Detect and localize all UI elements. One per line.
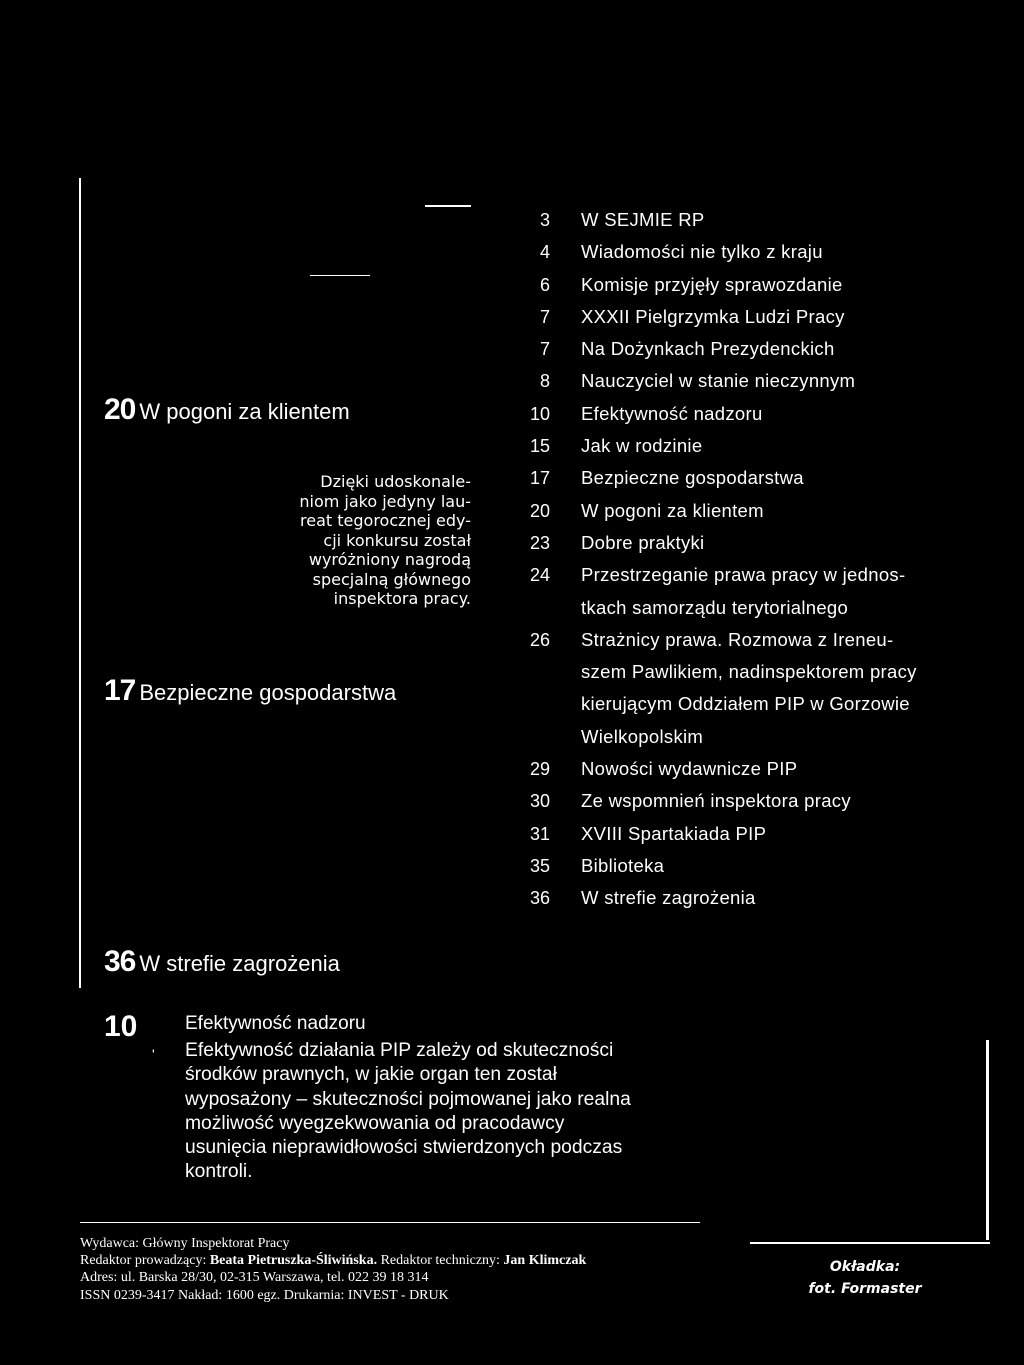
publisher-value: Główny Inspektorat Pracy <box>142 1236 290 1251</box>
toc-page-number: 35 <box>529 855 550 876</box>
imprint-address: Adres: ul. Barska 28/30, 02-315 Warszawa, tel. 022 39 18 314 <box>80 1270 429 1286</box>
caption-line: Dzięki udoskonale- <box>320 472 471 491</box>
toc-entry <box>500 462 990 494</box>
toc-entry <box>500 527 990 559</box>
teaser-line: kontroli. <box>185 1161 253 1183</box>
toc-page-number: 20 <box>529 500 550 521</box>
toc-page-number: 24 <box>529 565 550 586</box>
toc-entry-title: Biblioteka <box>581 854 665 876</box>
toc-entry <box>500 398 990 430</box>
toc-entry-title: Wiadomości nie tylko z kraju <box>581 241 823 263</box>
toc-entry-title: W strefie zagrożenia <box>581 887 756 909</box>
right-vertical-rule <box>986 1040 989 1240</box>
toc-page-number: 23 <box>529 532 550 553</box>
caption-line: cji konkursu został <box>323 530 471 550</box>
toc-entry-title: XXXII Pielgrzymka Ludzi Pracy <box>581 305 845 327</box>
toc-entry-title: W pogoni za klientem <box>581 499 764 521</box>
toc-entry <box>500 204 990 236</box>
toc-entry <box>500 882 990 914</box>
toc-entry <box>500 269 990 301</box>
teaser-line: środków prawnych, w jakie organ ten został <box>185 1064 557 1086</box>
toc-page-number: 7 <box>539 339 550 360</box>
tech-editor-value: Jan Klimczak <box>503 1253 587 1269</box>
feature-heading-36 <box>104 945 340 979</box>
toc-page-number: 3 <box>539 210 550 230</box>
toc-entry-title: Na Dożynkach Prezydenckich <box>581 338 835 360</box>
teaser-line: usunięcia nieprawidłowości stwierdzonych podczas <box>185 1137 623 1159</box>
toc-page-number: 26 <box>529 629 550 650</box>
toc-page-number: 17 <box>529 468 550 489</box>
teaser-title: Efektywność nadzoru <box>185 1013 366 1034</box>
teaser-line: możliwość wyegzekwowania od pracodawcy <box>185 1112 565 1134</box>
toc-entry-title: Dobre praktyki <box>581 531 705 553</box>
feature-heading-20 <box>104 393 350 427</box>
cover-credit <box>790 1256 940 1300</box>
toc-page-number: 29 <box>529 759 550 780</box>
feature-heading-17 <box>104 674 396 708</box>
toc-page-number: 4 <box>539 242 550 263</box>
caption-line: inspektora pracy. <box>333 589 471 608</box>
toc-page-number: 8 <box>539 371 550 392</box>
toc-page-number: 10 <box>529 403 550 424</box>
imprint-issn: ISSN 0239-3417 Nakład: 1600 egz. Drukarnia: INVEST - DRUK <box>80 1287 449 1303</box>
toc-entry <box>500 624 990 753</box>
toc-entry-title: Nowości wydawnicze PIP <box>581 758 798 780</box>
toc-entry-title: Komisje przyjęły sprawozdanie <box>581 273 843 295</box>
toc-page-number: 7 <box>539 306 550 327</box>
short-rule-top <box>425 205 471 207</box>
cover-label: Okładka: <box>829 1259 901 1275</box>
toc-entry <box>500 753 990 785</box>
feature-label: W strefie zagrożenia <box>139 951 340 976</box>
toc-entry <box>500 785 990 817</box>
feature-label: Bezpieczne gospodarstwa <box>139 680 397 705</box>
teaser-mark: ' <box>152 1046 155 1062</box>
toc-entry <box>500 301 990 333</box>
publisher-label: Wydawca: <box>80 1236 140 1251</box>
toc-page-number: 30 <box>529 791 550 812</box>
feature-number: 36 <box>104 945 136 978</box>
toc-entry <box>500 333 990 365</box>
toc-entry-title: Przestrzeganie prawa pracy w jednos- tkach samorządu terytorialnego <box>581 564 906 618</box>
toc-entry <box>500 559 990 624</box>
teaser-body <box>185 1039 715 1185</box>
caption-line: specjalną głównego <box>312 569 471 589</box>
photo-caption <box>271 472 471 609</box>
toc-entry <box>500 365 990 397</box>
toc-entry-title: Ze wspomnień inspektora pracy <box>581 790 851 812</box>
short-rule-mid <box>310 275 370 276</box>
feature-number: 20 <box>104 393 136 426</box>
toc-entry-title: Strażnicy prawa. Rozmowa z Ireneu- szem Pawlikiem, nadinspektorem pracy kierującym Oddziałem PIP w Gorzowie Wielkopolskim <box>581 628 917 747</box>
tech-editor-label: Redaktor techniczny: <box>380 1253 500 1269</box>
caption-line: reat tegorocznej edy- <box>300 511 471 530</box>
toc-entry <box>500 818 990 850</box>
toc-entry-title: W SEJMIE RP <box>581 209 705 230</box>
toc-page-number: 6 <box>539 274 550 295</box>
imprint-editors <box>80 1252 720 1269</box>
left-vertical-rule <box>79 178 81 988</box>
teaser-number: 10 <box>104 1010 138 1043</box>
toc-page-number: 31 <box>529 823 550 844</box>
toc-entry <box>500 236 990 268</box>
toc-page-number: 15 <box>529 436 550 457</box>
cover-photographer: fot. Formaster <box>808 1281 922 1297</box>
teaser-line: Efektywność działania PIP zależy od skuteczności <box>185 1040 614 1061</box>
imprint-publisher <box>80 1235 720 1252</box>
toc-entry-title: Nauczyciel w stanie nieczynnym <box>581 370 856 392</box>
toc-entry-title: Efektywność nadzoru <box>581 402 763 424</box>
toc-entry <box>500 495 990 527</box>
toc-entry-title: Jak w rodzinie <box>581 435 703 457</box>
editor-value: Beata Pietruszka-Śliwińska. <box>209 1253 378 1269</box>
toc-entry-title: Bezpieczne gospodarstwa <box>581 467 804 489</box>
feature-number: 17 <box>104 674 136 707</box>
editor-label: Redaktor prowadzący: <box>80 1253 207 1269</box>
imprint <box>80 1235 720 1304</box>
credit-divider <box>750 1242 990 1244</box>
imprint-divider <box>80 1222 700 1223</box>
toc-entry-title: XVIII Spartakiada PIP <box>581 822 767 844</box>
toc-entry <box>500 850 990 882</box>
toc-page-number: 36 <box>529 888 550 909</box>
caption-line: wyróżniony nagrodą <box>308 550 471 569</box>
toc-entry <box>500 430 990 462</box>
teaser-line: wyposażony – skuteczności pojmowanej jako realna <box>185 1088 631 1110</box>
caption-line: niom jako jedyny lau- <box>299 491 471 511</box>
feature-label: W pogoni za klientem <box>139 399 350 424</box>
table-of-contents <box>500 204 990 915</box>
